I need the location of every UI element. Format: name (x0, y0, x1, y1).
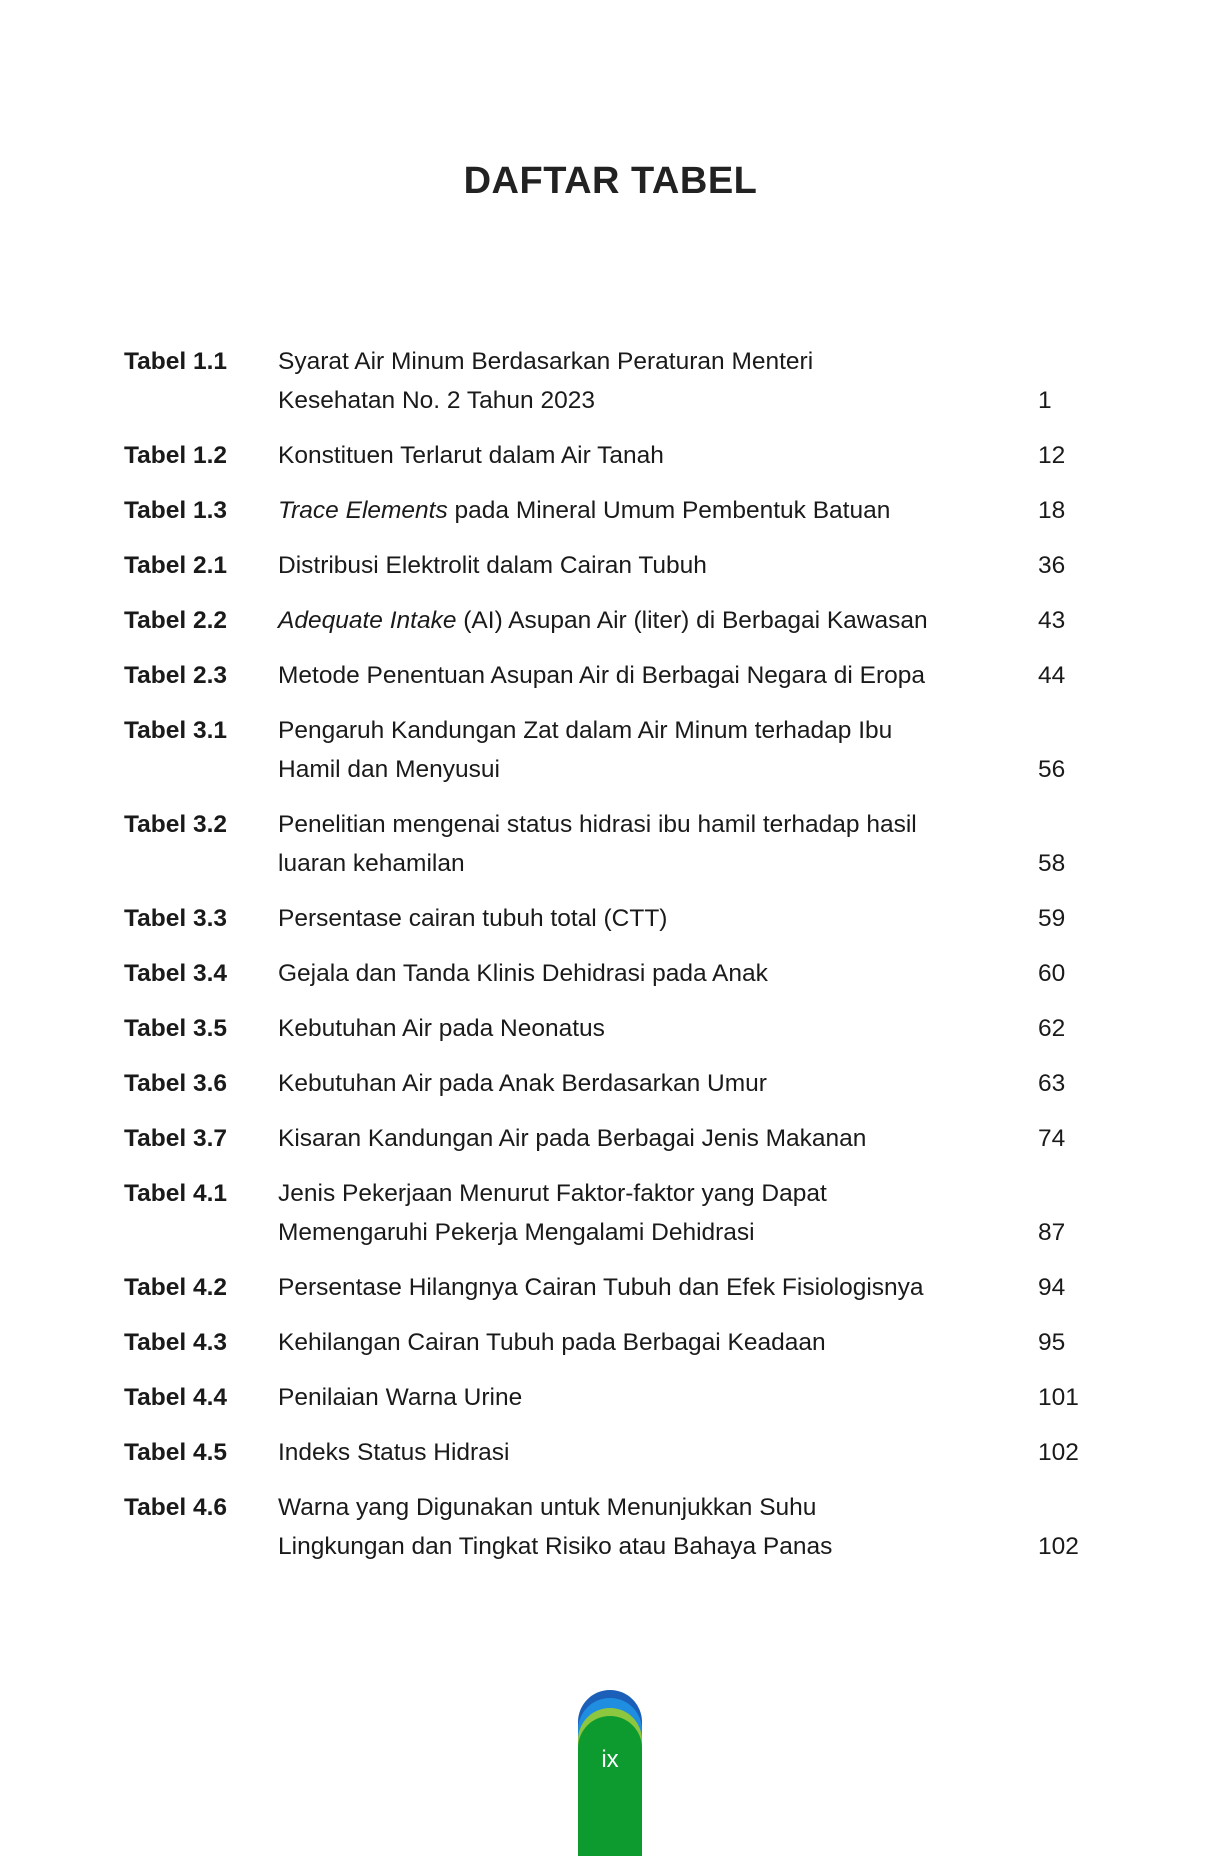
list-item[interactable] (124, 546, 1104, 585)
entry-page-number: 87 (1038, 1219, 1066, 1246)
list-item[interactable] (124, 1488, 1104, 1566)
entry-label: Tabel 4.3 (124, 1329, 228, 1356)
entry-page-number: 58 (1038, 850, 1066, 877)
entry-title-line: Penilaian Warna Urine (278, 1384, 523, 1411)
entry-label: Tabel 3.6 (124, 1070, 228, 1097)
entry-title (278, 601, 1038, 640)
entry-page-number: 43 (1038, 607, 1066, 634)
entry-title (278, 656, 1038, 695)
entry-label: Tabel 4.1 (124, 1180, 228, 1207)
entry-page-number: 95 (1038, 1329, 1066, 1356)
entry-page-number: 1 (1038, 387, 1052, 414)
entry-page-number: 18 (1038, 497, 1066, 524)
entry-title-line: Syarat Air Minum Berdasarkan Peraturan Menteri (278, 348, 814, 375)
entry-label: Tabel 3.7 (124, 1125, 228, 1152)
entry-title-line: Pengaruh Kandungan Zat dalam Air Minum terhadap Ibu (278, 717, 893, 744)
entry-title-italic: Trace Elements (278, 497, 448, 524)
list-item[interactable] (124, 491, 1104, 530)
entry-title (278, 1433, 1038, 1472)
list-item[interactable] (124, 805, 1104, 883)
list-item[interactable] (124, 1323, 1104, 1362)
entry-title-line: pada Mineral Umum Pembentuk Batuan (447, 497, 891, 524)
entry-title (278, 899, 1038, 938)
entry-title-line: luaran kehamilan (278, 850, 465, 877)
list-item[interactable] (124, 899, 1104, 938)
entry-page-number: 62 (1038, 1015, 1066, 1042)
entry-page-number: 56 (1038, 756, 1066, 783)
entry-label: Tabel 4.4 (124, 1384, 228, 1411)
entry-label: Tabel 4.6 (124, 1494, 228, 1521)
entry-title (278, 546, 1038, 585)
list-item[interactable] (124, 342, 1104, 420)
entry-title-line: Konstituen Terlarut dalam Air Tanah (278, 442, 664, 469)
entry-title (278, 1174, 1038, 1252)
entry-label: Tabel 1.3 (124, 497, 228, 524)
entry-title-italic: Adequate Intake (278, 607, 457, 634)
entry-page-number: 74 (1038, 1125, 1066, 1152)
entry-page-number: 94 (1038, 1274, 1066, 1301)
list-item[interactable] (124, 1174, 1104, 1252)
entry-title-line: Distribusi Elektrolit dalam Cairan Tubuh (278, 552, 707, 579)
entry-page-number: 44 (1038, 662, 1066, 689)
entry-title-line: Persentase cairan tubuh total (CTT) (278, 905, 668, 932)
entry-page-number: 60 (1038, 960, 1066, 987)
page-number-badge (578, 1690, 642, 1812)
entry-label: Tabel 3.1 (124, 717, 228, 744)
page-number: ix (601, 1746, 619, 1773)
entry-label: Tabel 3.2 (124, 811, 228, 838)
entry-label: Tabel 2.1 (124, 552, 228, 579)
list-item[interactable] (124, 954, 1104, 993)
entry-title (278, 1064, 1038, 1103)
entry-title-line: Memengaruhi Pekerja Mengalami Dehidrasi (278, 1219, 755, 1246)
entry-label: Tabel 3.5 (124, 1015, 228, 1042)
entry-title (278, 1009, 1038, 1048)
entry-title (278, 491, 1038, 530)
list-item[interactable] (124, 656, 1104, 695)
entry-title-line: Kehilangan Cairan Tubuh pada Berbagai Keadaan (278, 1329, 826, 1356)
list-item[interactable] (124, 1064, 1104, 1103)
list-item[interactable] (124, 1009, 1104, 1048)
entry-title (278, 1323, 1038, 1362)
entry-title-line: Kisaran Kandungan Air pada Berbagai Jenis Makanan (278, 1125, 867, 1152)
entry-title-line: (AI) Asupan Air (liter) di Berbagai Kawasan (456, 607, 928, 634)
entry-page-number: 101 (1038, 1384, 1079, 1411)
entry-page-number: 63 (1038, 1070, 1066, 1097)
page-title: DAFTAR TABEL (463, 160, 758, 202)
entry-title-line: Lingkungan dan Tingkat Risiko atau Bahaya Panas (278, 1533, 833, 1560)
entry-title-line: Metode Penentuan Asupan Air di Berbagai Negara di Eropa (278, 662, 925, 689)
entry-title (278, 954, 1038, 993)
entry-title (278, 1378, 1038, 1417)
entry-title-line: Hamil dan Menyusui (278, 756, 500, 783)
list-item[interactable] (124, 436, 1104, 475)
entry-page-number: 102 (1038, 1439, 1079, 1466)
entry-title-line: Indeks Status Hidrasi (278, 1439, 510, 1466)
entry-title (278, 805, 1038, 883)
entry-title-line: Kebutuhan Air pada Neonatus (278, 1015, 605, 1042)
entry-page-number: 59 (1038, 905, 1066, 932)
entry-label: Tabel 4.5 (124, 1439, 228, 1466)
entry-label: Tabel 2.2 (124, 607, 228, 634)
list-item[interactable] (124, 1268, 1104, 1307)
entry-title-line: Jenis Pekerjaan Menurut Faktor-faktor yang Dapat (278, 1180, 827, 1207)
entry-page-number: 36 (1038, 552, 1066, 579)
entry-title-line: Kesehatan No. 2 Tahun 2023 (278, 387, 595, 414)
entry-page-number: 12 (1038, 442, 1066, 469)
entry-title-line: Penelitian mengenai status hidrasi ibu hamil terhadap hasil (278, 811, 917, 838)
entry-title (278, 342, 1038, 420)
list-item[interactable] (124, 1378, 1104, 1417)
entry-label: Tabel 1.2 (124, 442, 228, 469)
entry-label: Tabel 2.3 (124, 662, 228, 689)
entry-title-line: Persentase Hilangnya Cairan Tubuh dan Efek Fisiologisnya (278, 1274, 924, 1301)
table-of-tables (124, 342, 1104, 1582)
entry-title-line: Warna yang Digunakan untuk Menunjukkan Suhu (278, 1494, 817, 1521)
entry-title-line: Kebutuhan Air pada Anak Berdasarkan Umur (278, 1070, 767, 1097)
entry-title (278, 1268, 1038, 1307)
entry-label: Tabel 3.4 (124, 960, 228, 987)
entry-page-number: 102 (1038, 1533, 1079, 1560)
entry-title (278, 1488, 1038, 1566)
entry-label: Tabel 1.1 (124, 348, 228, 375)
entry-label: Tabel 3.3 (124, 905, 228, 932)
entry-title-line: Gejala dan Tanda Klinis Dehidrasi pada Anak (278, 960, 768, 987)
entry-title (278, 1119, 1038, 1158)
list-item[interactable] (124, 601, 1104, 640)
list-item[interactable] (124, 1119, 1104, 1158)
entry-title (278, 436, 1038, 475)
list-item[interactable] (124, 711, 1104, 789)
entry-title (278, 711, 1038, 789)
entry-label: Tabel 4.2 (124, 1274, 228, 1301)
list-item[interactable] (124, 1433, 1104, 1472)
